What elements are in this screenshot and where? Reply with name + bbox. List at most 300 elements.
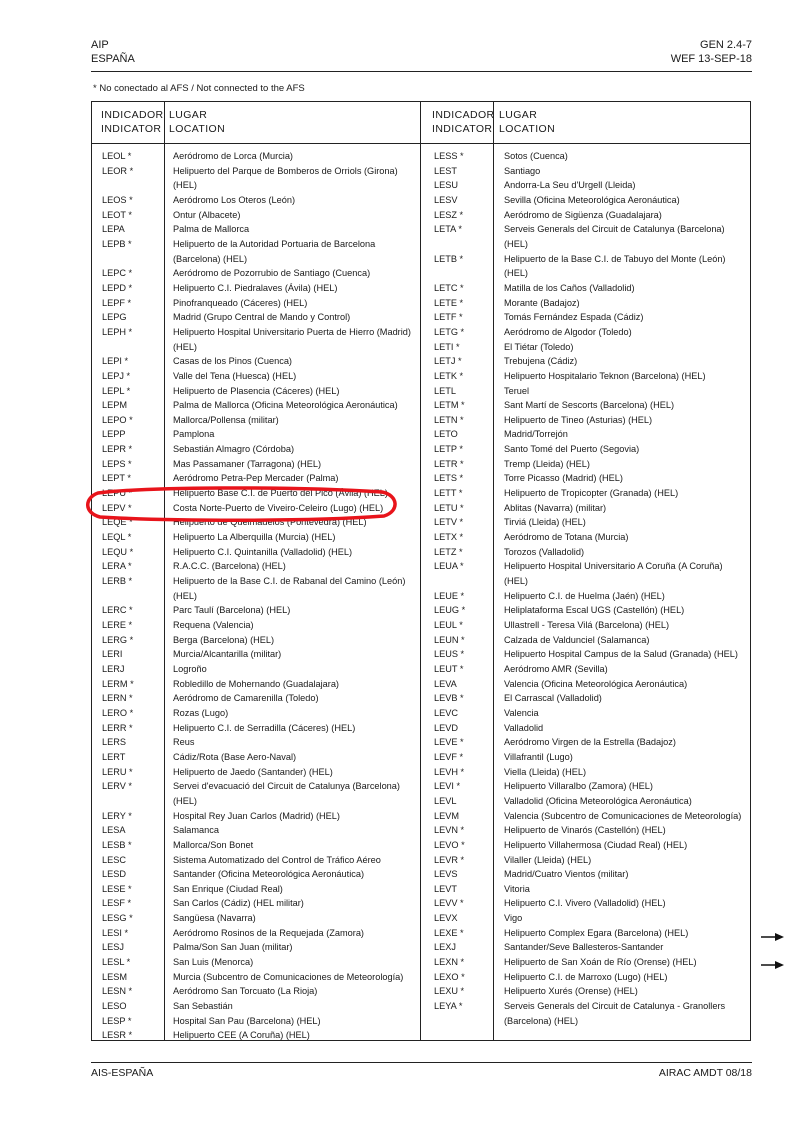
location-name: Salamanca: [173, 825, 219, 836]
table-row: [102, 325, 420, 354]
location-name: Costa Norte-Puerto de Viveiro-Celeiro (Lugo) (HEL): [173, 502, 384, 513]
indicator-code: LEUG *: [434, 605, 466, 616]
table-row: [434, 794, 750, 809]
indicator-code: LEVD: [434, 722, 459, 733]
table-row: [434, 735, 750, 750]
location-name: Serveis Generals del Circuit de Catalunya - Granollers (Barcelona) (HEL): [504, 1001, 726, 1026]
table-row: [102, 442, 420, 457]
indicator-code: LERI: [102, 649, 123, 660]
location-name: Valencia (Subcentro de Comunicaciones de Meteorología): [504, 810, 742, 821]
table-row: [434, 457, 750, 472]
indicator-code: LEXN *: [434, 957, 465, 968]
indicator-code: LESI *: [102, 927, 129, 938]
indicator-code: LETP *: [434, 444, 463, 455]
indicator-code: LETU *: [434, 502, 464, 513]
indicator-code: LERN *: [102, 693, 133, 704]
table-row: [102, 618, 420, 633]
location-name: Sevilla (Oficina Meteorológica Aeronáutica): [504, 194, 680, 205]
location-name: Mas Passamaner (Tarragona) (HEL): [173, 458, 322, 469]
location-name: Sistema Automatizado del Control de Tráfico Aéreo: [173, 854, 381, 865]
indicator-code: LEVV *: [434, 898, 464, 909]
indicator-code: LEPI *: [102, 356, 129, 367]
location-name: Madrid/Torrejón: [504, 429, 568, 440]
location-name: Aeródromo Rosinos de la Requejada (Zamora): [173, 927, 364, 938]
indicator-code: LEQL *: [102, 532, 132, 543]
location-name: Murcia/Alcantarilla (militar): [173, 649, 282, 660]
table-row: [434, 515, 750, 530]
indicator-code: LEQU *: [102, 546, 134, 557]
table-row: [102, 471, 420, 486]
table-row: [102, 882, 420, 897]
table-row: [434, 222, 750, 251]
location-name: R.A.C.C. (Barcelona) (HEL): [173, 561, 286, 572]
table-row: [102, 427, 420, 442]
location-name: Aeródromo San Torcuato (La Rioja): [173, 986, 318, 997]
indicator-code: LEUN *: [434, 634, 465, 645]
location-name: Helipuerto CEE (A Coruña) (HEL): [173, 1030, 310, 1041]
indicator-code: LERE *: [102, 620, 133, 630]
header-rule: [91, 71, 752, 72]
table-row: [434, 926, 750, 941]
table-row: [102, 984, 420, 999]
indicator-code: LEUS *: [434, 649, 465, 660]
table-row: [434, 325, 750, 340]
location-name: Ablitas (Navarra) (militar): [504, 502, 607, 513]
location-name: Valencia: [504, 707, 539, 718]
indicator-code: LEUT *: [434, 663, 464, 674]
table-row: [434, 750, 750, 765]
table-row: [102, 735, 420, 750]
location-name: Helipuerto C.I. Piedralaves (Ávila) (HEL): [173, 282, 338, 293]
indicator-code: LEPD *: [102, 282, 133, 293]
table-row: [102, 867, 420, 882]
page-header-left: [91, 38, 135, 66]
location-name: Vitoria: [504, 883, 530, 894]
location-name: Palma de Mallorca (Oficina Meteorológica Aeronáutica): [173, 400, 398, 411]
indicator-code: LEPP: [102, 429, 126, 440]
location-name: Santiago: [504, 165, 541, 176]
column-header-indicator-right: INDICADOR INDICATOR: [432, 109, 495, 135]
location-name: Matilla de los Caños (Valladolid): [504, 282, 635, 293]
table-row: [434, 603, 750, 618]
location-name: Morante (Badajoz): [504, 297, 580, 308]
indicator-code: LEXE *: [434, 927, 464, 938]
table-row: [434, 413, 750, 428]
table-row: [434, 208, 750, 223]
table-row: [102, 574, 420, 603]
indicator-code: LESZ *: [434, 209, 464, 220]
location-name: Helipuerto de Jaedo (Santander) (HEL): [173, 766, 333, 777]
indicator-code: LERM *: [102, 678, 134, 689]
indicator-code: LESG *: [102, 913, 133, 924]
location-name: Cádiz/Rota (Base Aero-Naval): [173, 751, 297, 762]
location-name: Sotos (Cuenca): [504, 151, 568, 161]
table-row: [434, 882, 750, 897]
location-name: Helipuerto Hospital Universitario A Coruña (A Coruña) (HEL): [504, 561, 723, 587]
location-name: Tomás Fernández Espada (Cádiz): [504, 312, 644, 323]
table-row: [434, 940, 750, 955]
table-row: [102, 1014, 420, 1029]
indicator-code: LERS: [102, 737, 127, 748]
table-row: [434, 193, 750, 208]
indicator-code: LETS *: [434, 473, 464, 484]
table-row: [434, 853, 750, 868]
table-row: [102, 281, 420, 296]
table-row: [434, 721, 750, 736]
table-row: [102, 603, 420, 618]
table-row: [434, 310, 750, 325]
location-name: Valle del Tena (Huesca) (HEL): [173, 370, 297, 381]
location-name: Andorra-La Seu d'Urgell (Lleida): [504, 180, 636, 191]
table-row: [102, 955, 420, 970]
table-row: [102, 266, 420, 281]
table-row: [434, 823, 750, 838]
indicator-code: LETK *: [434, 370, 464, 381]
location-name: Aeródromo de Totana (Murcia): [504, 532, 629, 543]
location-name: Teruel: [504, 385, 530, 396]
indicator-code: LESL *: [102, 957, 131, 968]
location-name: Helipuerto Hospital Campus de la Salud (Granada) (HEL): [504, 649, 738, 660]
location-name: Aeródromo Los Oteros (León): [173, 194, 296, 205]
location-name: Helipuerto de la Base C.I. de Tabuyo del Monte (León) (HEL): [504, 253, 726, 279]
location-name: Logroño: [173, 663, 207, 674]
location-name: Rozas (Lugo): [173, 707, 229, 718]
table-row: [434, 809, 750, 824]
indicator-code: LEUE *: [434, 590, 465, 601]
table-row: [434, 501, 750, 516]
table-row: [434, 765, 750, 780]
amendment-arrow: [761, 960, 785, 970]
location-name: Helipuerto de la Autoridad Portuaria de Barcelona (Barcelona) (HEL): [173, 238, 376, 264]
location-name: Helipuerto de Vinarós (Castellón) (HEL): [504, 825, 666, 836]
indicator-code: LETC *: [434, 282, 464, 293]
afs-note: * No conectado al AFS / Not connected to the AFS: [93, 83, 305, 94]
footer-left: AIS-ESPAÑA: [91, 1067, 154, 1079]
location-name: Ullastrell - Teresa Vilá (Barcelona) (HEL): [504, 620, 670, 630]
indicator-code: LEQE *: [102, 517, 133, 528]
location-name: Helipuerto C.I. Quintanilla (Valladolid) (HEL): [173, 546, 353, 557]
indicator-code: LETR *: [434, 458, 464, 469]
location-name: Helipuerto Complex Egara (Barcelona) (HEL): [504, 927, 689, 938]
location-name: San Luis (Menorca): [173, 957, 254, 968]
location-name: Aeródromo de Pozorrubio de Santiago (Cuenca): [173, 268, 371, 279]
table-row: [434, 896, 750, 911]
indicator-code: LERU *: [102, 766, 133, 777]
location-name: Helipuerto de Tineo (Asturias) (HEL): [504, 414, 653, 425]
table-row: [102, 398, 420, 413]
right-entries: [434, 149, 750, 1028]
column-header-indicator-left: INDICADOR INDICATOR: [101, 109, 164, 135]
indicator-code: LETL: [434, 385, 456, 396]
indicator-code: LEXU *: [434, 986, 465, 997]
indicator-code: LESA: [102, 825, 126, 836]
table-row: [434, 369, 750, 384]
indicator-code: LEXO *: [434, 971, 465, 982]
location-name: Requena (Valencia): [173, 620, 254, 630]
indicator-code: LEUA *: [434, 561, 464, 572]
location-name: Aeródromo de Camarenilla (Toledo): [173, 693, 319, 704]
indicator-code: LESJ: [102, 942, 124, 953]
indicator-code: LEVX: [434, 913, 458, 924]
location-name: Reus: [173, 737, 195, 748]
location-name: Vilaller (Lleida) (HEL): [504, 854, 592, 865]
indicator-code: LERC *: [102, 605, 133, 616]
location-name: Hospital San Pau (Barcelona) (HEL): [173, 1015, 321, 1026]
location-name: Valencia (Oficina Meteorológica Aeronáutica): [504, 678, 688, 689]
header-divider: [92, 143, 750, 144]
table-row: [102, 691, 420, 706]
indicator-code: LESV: [434, 194, 458, 205]
table-row: [102, 779, 420, 808]
location-name: Helipuerto C.I. Vivero (Valladolid) (HEL): [504, 898, 666, 909]
table-row: [434, 427, 750, 442]
location-name: Ontur (Albacete): [173, 209, 241, 220]
table-row: [102, 501, 420, 516]
table-row: [434, 164, 750, 179]
table-row: [434, 633, 750, 648]
table-row: [434, 838, 750, 853]
location-name: Helipuerto Villaralbo (Zamora) (HEL): [504, 781, 653, 792]
indicator-code: LESB *: [102, 839, 132, 850]
location-name: Pamplona: [173, 429, 215, 440]
left-entries: [102, 149, 420, 1043]
location-name: Aeródromo de Algodor (Toledo): [504, 326, 632, 337]
table-row: [434, 662, 750, 677]
table-row: [434, 281, 750, 296]
table-row: [102, 911, 420, 926]
header-country: ESPAÑA: [91, 53, 135, 65]
table-row: [434, 867, 750, 882]
table-row: [102, 647, 420, 662]
location-name: Madrid/Cuatro Vientos (militar): [504, 869, 629, 880]
table-row: [434, 779, 750, 794]
location-name: Helipuerto C.I. de Huelma (Jaén) (HEL): [504, 590, 665, 601]
indicator-code: LEPH *: [102, 326, 133, 337]
column-header-location-left: LUGAR LOCATION: [169, 109, 226, 135]
table-row: [102, 926, 420, 941]
indicator-code: LEVB *: [434, 693, 464, 704]
indicator-code: LESU: [434, 180, 459, 191]
indicator-code: LESE *: [102, 883, 132, 894]
table-row: [434, 398, 750, 413]
location-name: Helipuerto de Tropicopter (Granada) (HEL): [504, 488, 679, 499]
indicator-code: LERY *: [102, 810, 132, 821]
location-name: Santander (Oficina Meteorológica Aeronáutica): [173, 869, 365, 880]
indicator-code: LETV *: [434, 517, 464, 528]
location-name: Aeródromo Petra-Pep Mercader (Palma): [173, 473, 339, 484]
location-name: Casas de los Pinos (Cuenca): [173, 356, 292, 367]
table-row: [102, 765, 420, 780]
table-row: [102, 677, 420, 692]
location-name: Tirviá (Lleida) (HEL): [504, 517, 586, 528]
location-name: Mallorca/Son Bonet: [173, 839, 254, 850]
location-name: Helipuerto de Plasencia (Cáceres) (HEL): [173, 385, 340, 396]
indicator-code: LESM: [102, 971, 128, 982]
header-effective-date: WEF 13-SEP-18: [670, 53, 752, 65]
location-name: Mallorca/Pollensa (militar): [173, 414, 279, 425]
indicator-code: LEPM: [102, 400, 128, 411]
indicator-code: LEUL *: [434, 620, 463, 630]
table-row: [434, 618, 750, 633]
location-name: El Carrascal (Valladolid): [504, 693, 602, 704]
amendment-arrow: [761, 932, 785, 942]
indicator-code: LEYA *: [434, 1001, 463, 1012]
indicator-code: LEPA: [102, 224, 125, 235]
location-name: Valladolid (Oficina Meteorológica Aeronáutica): [504, 795, 692, 806]
indicator-code: LEPV *: [102, 502, 132, 513]
location-name: Helipuerto de la Base C.I. de Rabanal del Camino (León) (HEL): [173, 576, 406, 601]
column-divider: [420, 102, 421, 1040]
indicator-code: LEOT *: [102, 209, 132, 220]
indicator-code: LEVL: [434, 795, 457, 806]
indicator-code: LERV *: [102, 781, 132, 792]
indicator-code: LEVE *: [434, 737, 464, 748]
table-row: [102, 193, 420, 208]
table-row: [102, 706, 420, 721]
table-row: [102, 486, 420, 501]
location-name: Sebastián Almagro (Córdoba): [173, 444, 295, 455]
indicator-code: LETJ *: [434, 356, 462, 367]
table-row: [434, 471, 750, 486]
location-name: Helipuerto Xurés (Orense) (HEL): [504, 986, 638, 997]
indicator-code: LEPJ *: [102, 370, 131, 381]
location-name: Aeródromo de Lorca (Murcia): [173, 151, 293, 161]
location-name: Sangüesa (Navarra): [173, 913, 256, 924]
indicator-code: LERT: [102, 751, 126, 762]
table-row: [102, 237, 420, 266]
indicator-code: LETE *: [434, 297, 464, 308]
table-row: [102, 838, 420, 853]
indicator-code: LESR *: [102, 1030, 133, 1041]
indicator-code: LEVF *: [434, 751, 464, 762]
table-row: [434, 589, 750, 604]
location-name: Valladolid: [504, 722, 544, 733]
table-row: [102, 853, 420, 868]
table-row: [102, 940, 420, 955]
indicator-code: LEVT: [434, 883, 457, 894]
table-row: [102, 296, 420, 311]
indicator-code: LEVS: [434, 869, 458, 880]
footer-rule: [91, 1062, 752, 1063]
location-name: Helipuerto de Queimadelos (Pontevedra) (HEL): [173, 517, 367, 528]
indicator-code: LEOL *: [102, 151, 132, 161]
table-row: [102, 457, 420, 472]
table-row: [102, 310, 420, 325]
indicator-code: LEOS *: [102, 194, 133, 205]
table-row: [102, 208, 420, 223]
location-name: Torozos (Valladolid): [504, 546, 584, 557]
indicator-code: LEPC *: [102, 268, 133, 279]
location-name: Santander/Seve Ballesteros-Santander: [504, 942, 664, 953]
indicator-code: LESP *: [102, 1015, 132, 1026]
table-row: [102, 809, 420, 824]
indicator-code: LEPR *: [102, 444, 133, 455]
location-name: Parc Taulí (Barcelona) (HEL): [173, 605, 291, 616]
location-name: Viella (Lleida) (HEL): [504, 766, 587, 777]
location-name: Robledillo de Mohernando (Guadalajara): [173, 678, 339, 689]
table-row: [434, 384, 750, 399]
indicator-code: LESS *: [434, 151, 464, 161]
indicator-code: LEST: [434, 165, 457, 176]
indicator-code: LEVA: [434, 678, 457, 689]
table-row: [102, 633, 420, 648]
table-row: [434, 677, 750, 692]
location-name: Helipuerto Base C.I. de Puerto del Pico (Ávila) (HEL): [173, 488, 388, 499]
table-row: [434, 970, 750, 985]
location-name: Sant Martí de Sescorts (Barcelona) (HEL): [504, 400, 675, 411]
table-row: [434, 442, 750, 457]
indicator-code: LEPU *: [102, 488, 133, 499]
table-row: [434, 530, 750, 545]
table-row: [102, 530, 420, 545]
location-name: Helipuerto C.I. de Marroxo (Lugo) (HEL): [504, 971, 668, 982]
table-row: [102, 149, 420, 164]
indicator-code: LETZ *: [434, 546, 463, 557]
table-row: [434, 486, 750, 501]
location-name: Pinofranqueado (Cáceres) (HEL): [173, 297, 308, 308]
location-name: Madrid (Grupo Central de Mando y Control): [173, 312, 351, 323]
location-name: Berga (Barcelona) (HEL): [173, 634, 275, 645]
indicator-table: [91, 101, 751, 1041]
indicator-code: LESO: [102, 1001, 127, 1012]
indicator-code: LEPS *: [102, 458, 132, 469]
indicator-code: LEXJ: [434, 942, 456, 953]
table-row: [434, 706, 750, 721]
table-row: [102, 1028, 420, 1043]
table-row: [434, 984, 750, 999]
table-row: [434, 545, 750, 560]
table-row: [102, 222, 420, 237]
location-name: Palma de Mallorca: [173, 224, 250, 235]
header-page-number: GEN 2.4-7: [700, 39, 752, 51]
indicator-code: LERO *: [102, 707, 134, 718]
table-row: [434, 955, 750, 970]
indicator-code: LEPF *: [102, 297, 132, 308]
column-header-location-right: LUGAR LOCATION: [499, 109, 556, 135]
location-name: San Carlos (Cádiz) (HEL militar): [173, 898, 304, 909]
location-name: Hospital Rey Juan Carlos (Madrid) (HEL): [173, 810, 340, 821]
table-row: [102, 354, 420, 369]
table-row: [434, 999, 750, 1028]
indicator-code: LERR *: [102, 722, 133, 733]
indicator-code: LERB *: [102, 576, 133, 587]
footer-right: AIRAC AMDT 08/18: [658, 1067, 752, 1079]
indicator-code: LEPL *: [102, 385, 131, 396]
indicator-code: LERA *: [102, 561, 132, 572]
indicator-code: LEOR *: [102, 165, 134, 176]
header-aip: AIP: [91, 39, 109, 51]
table-row: [434, 647, 750, 662]
indicator-code: LERG *: [102, 634, 134, 645]
table-row: [102, 545, 420, 560]
location-name: Helipuerto La Alberquilla (Murcia) (HEL): [173, 532, 336, 543]
indicator-code: LETN *: [434, 414, 464, 425]
location-name: Vigo: [504, 913, 523, 924]
table-row: [102, 369, 420, 384]
table-row: [102, 823, 420, 838]
indicator-code: LEPT *: [102, 473, 131, 484]
indicator-code: LETT *: [434, 488, 463, 499]
table-row: [102, 384, 420, 399]
table-row: [102, 750, 420, 765]
indicator-code: LESD: [102, 869, 127, 880]
table-row: [434, 691, 750, 706]
page-header-right: [671, 38, 752, 66]
indicator-code: LESN *: [102, 986, 133, 997]
table-row: [102, 721, 420, 736]
location-name: El Tiétar (Toledo): [504, 341, 574, 352]
table-row: [434, 178, 750, 193]
